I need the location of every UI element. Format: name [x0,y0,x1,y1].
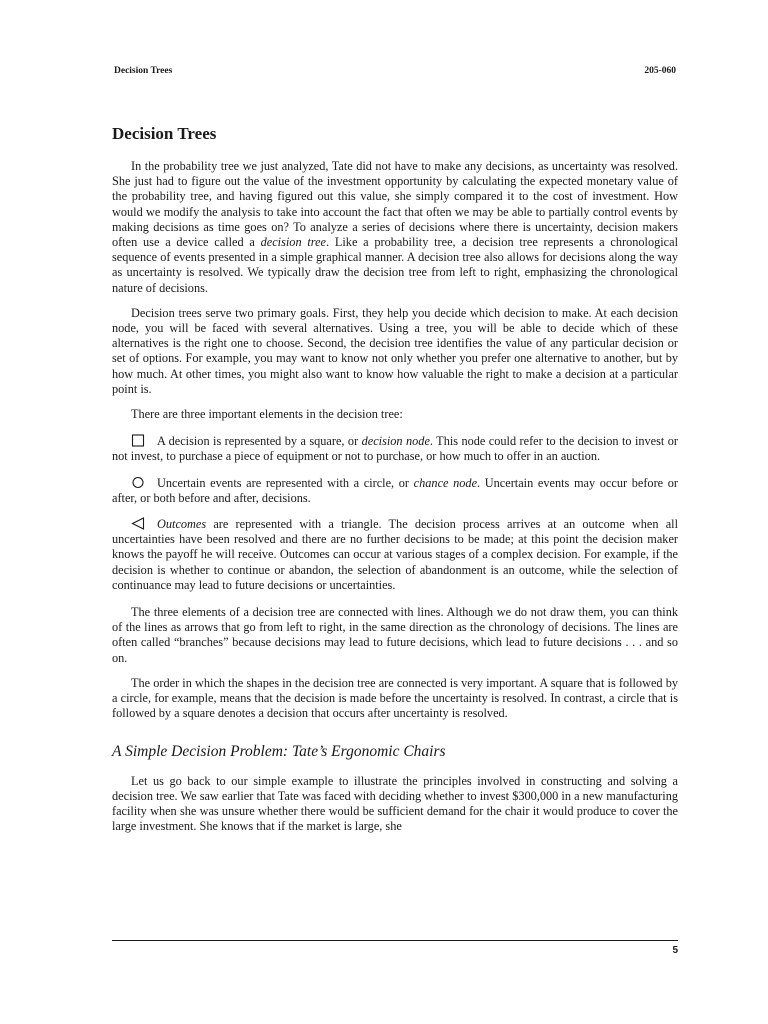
triangle-icon [131,517,145,530]
main-content [112,124,678,844]
term-outcomes: Outcomes [157,517,207,532]
term-chance-node: chance node [413,475,478,490]
paragraph-6: Let us go back to our simple example to illustrate the principles involved in constructing and solving a decision tree. We saw earlier that Tate was faced with deciding whether to invest $300,000 in a new manufacturing facility when she was unsure whether there would be sufficient demand for the chair it would produce to cover the large investment. She knows that if the market is large, she [112,773,678,834]
footer-rule [112,940,678,941]
header-title: Decision Trees [114,66,173,76]
header-doc-number: 205-060 [644,66,676,76]
paragraph-4: The three elements of a decision tree are connected with lines. Although we do not draw them, you can think of the lines as arrows that go from left to right, in the same direction as the chronology of decisions. The lines are often called “branches” because decisions may lead to future decisions, which lead to future decisions . . . and so on. [112,605,678,665]
element-chance: Uncertain events are represented with a circle, or chance node. Uncertain events may occur before or after, or both before and after, decisions. [112,475,679,505]
paragraph-1: In the probability tree we just analyzed, Tate did not have to make any decisions, as uncertainty was resolved. She just had to figure out the value of the investment opportunity by calculating the expected monetary value of the probability tree, and having figured out this value, she simply compared it to the cost of investment. How would we modify the analysis to take into account the fact that often we may be able to partially control events by making decisions as time goes on? To analyze a series of decisions where there is uncertainty, decision makers often use a device called a decision tree. Like a probability tree, a decision tree represents a chronological sequence of events presented in a simple graphical manner. A decision tree also allows for decisions along the way as uncertainty is resolved. We typically draw the decision tree from left to right, emphasizing the chronological nature of decisions. [112,159,678,295]
term-decision-tree: decision tree [260,235,327,250]
paragraph-5: The order in which the shapes in the decision tree are connected is very important. A square that is followed by a circle, for example, means that the decision is made before the uncertainty is resolved. In contrast, a circle that is followed by a square denotes a decision that occurs after uncertainty is resolved. [112,675,678,721]
subsection-title: A Simple Decision Problem: Tate’s Ergonomic Chairs [112,742,446,760]
circle-icon [131,476,145,489]
paragraph-3: There are three important elements in the decision tree: [131,407,403,422]
section-title: Decision Trees [112,124,217,143]
element-outcome: Outcomes are represented with a triangle. The decision process arrives at an outcome when all uncertainties have been resolved and there are no further decisions to be made; at this point the decision maker knows the payoff he will receive. Outcomes can occur at various stages of a complex decision. For example, if the decision is whether to continue or abandon, the selection of abandonment is an outcome, while the selection of continuance may lead to future decisions or uncertainties. [112,517,678,592]
page-number: 5 [672,945,678,956]
term-decision-node: decision node [361,434,430,449]
element-decision: A decision is represented by a square, or decision node. This node could refer to the decision to invest or not invest, to purchase a piece of equipment or not to purchase, or how much to offer in an auction. [112,434,678,464]
paragraph-2: Decision trees serve two primary goals. First, they help you decide which decision to make. At each decision node, you will be faced with several alternatives. Using a tree, you will be able to decide which of these alternatives is the right one to choose. Second, the decision tree identifies the value of any particular decision or set of options. For example, you may want to know not only whether you prefer one alternative to another, but by how much. At other times, you might also want to know how valuable the right to make a decision at a particular point is. [112,305,678,396]
running-header [114,66,676,76]
square-icon [131,434,145,447]
